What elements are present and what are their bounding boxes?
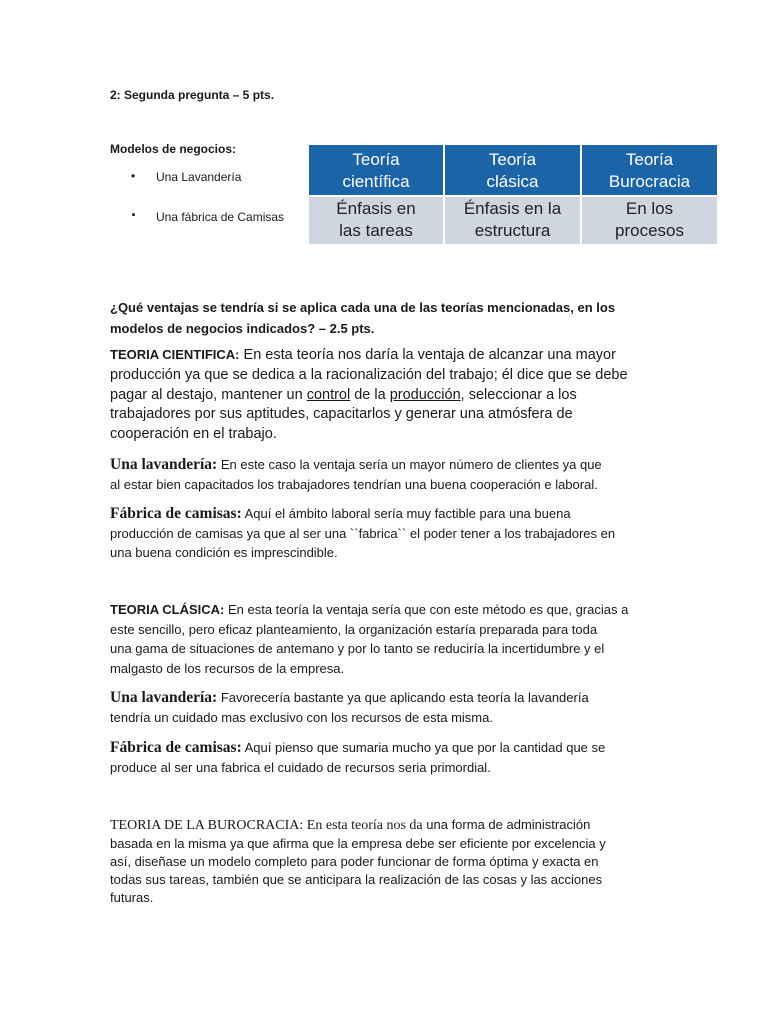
table-cell: En los procesos: [615, 199, 684, 240]
lavanderia-label: Una lavandería:: [110, 689, 218, 706]
theory-table: [309, 145, 717, 245]
question-prompt: ¿Qué ventajas se tendría si se aplica cada una de las teorías mencionadas, en los modelos de negocios indicados? – 2.5 pts.: [110, 300, 616, 336]
models-title: Modelos de negocios:: [110, 142, 237, 156]
lavanderia-label: Una lavandería:: [110, 456, 218, 473]
cientifica-label: TEORIA CIENTIFICA:: [110, 347, 240, 362]
clasica-lavanderia: Una lavandería: Favorecería bastante ya que aplicando esta teoría la lavandería tendría un cuidado mas exclusivo con los recursos de esta misma.: [110, 689, 589, 725]
cientifica-paragraph: TEORIA CIENTIFICA: En esta teoría nos daría la ventaja de alcanzar una mayor producción ya que se dedica a la racionalización del trabajo; él dice que se debe pagar al destajo, mantener un control de la producción, seleccionar a los trabajadores por sus aptitudes, capacitarlos y generar una atmósfera de cooperación en el trabajo.: [110, 347, 628, 443]
fabrica-label: Fábrica de camisas:: [110, 739, 242, 756]
question-heading: 2: Segunda pregunta – 5 pts.: [110, 88, 275, 102]
fabrica-label: Fábrica de camisas:: [110, 505, 242, 522]
table-header-cell: Teoría Burocracia: [608, 150, 691, 191]
table-header-cell: Teoría clásica: [486, 150, 539, 191]
control-link[interactable]: control: [306, 386, 351, 403]
cientifica-fabrica: Fábrica de camisas: Aquí el ámbito laboral sería muy factible para una buena producción de camisas ya que al ser una ``fabrica`` el poder tener a los trabajadores en una buena condición es imprescindible.: [110, 505, 616, 560]
bullet-icon: .: [131, 200, 137, 220]
burocracia-paragraph: TEORIA DE LA BUROCRACIA: En esta teoría nos da una forma de administración basada en la misma ya que afirma que la empresa debe ser eficiente por excelencia y así, diseñase un modelo completo para poder funcionar de forma óptima y exacta en todas sus tareas, también que se anticipara la realización de las cosas y las acciones futuras.: [110, 817, 606, 905]
clasica-paragraph: TEORIA CLÁSICA: En esta teoría la ventaja sería que con este método es que, gracias a este sencillo, pero eficaz planteamiento, la organización estaría preparada para toda una gama de situaciones de antemano y por lo tanto se reduciría la incertidumbre y el malgasto de los recursos de la empresa.: [110, 602, 629, 676]
table-header-cell: Teoría científica: [342, 150, 410, 191]
table-cell: Énfasis en la estructura: [463, 199, 562, 240]
produccion-link[interactable]: producción: [389, 386, 461, 403]
burocracia-label: TEORIA DE LA BUROCRACIA:: [110, 818, 304, 833]
cientifica-lavanderia: Una lavandería: En este caso la ventaja sería un mayor número de clientes ya que al estar bien capacitados los trabajadores tendrían una buena cooperación e laboral.: [110, 456, 602, 492]
model-item-lavanderia: Una Lavandería: [156, 170, 242, 184]
model-item-fabrica: Una fábrica de Camisas: [156, 210, 285, 224]
clasica-fabrica: Fábrica de camisas: Aquí pienso que sumaria mucho ya que por la cantidad que se produce al ser una fabrica el cuidado de recursos seria primordial.: [110, 739, 606, 775]
clasica-label: TEORIA CLÁSICA:: [110, 602, 225, 617]
table-cell: Énfasis en las tareas: [336, 199, 416, 240]
bullet-icon: •: [131, 169, 136, 183]
